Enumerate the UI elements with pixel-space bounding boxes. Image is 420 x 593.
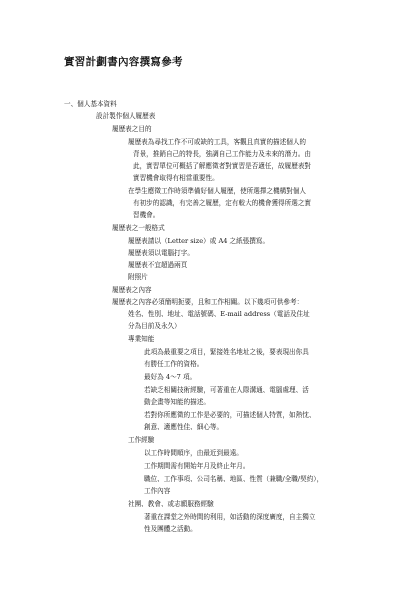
paragraph-line: 履歷表之內容必須簡明扼要，且和工作相關。以下幾項可供參考： xyxy=(112,298,304,306)
subsection-heading: 設計製作個人履歷表 xyxy=(96,112,156,120)
list-item: 工作期間需有開始年月及終止年月。 xyxy=(144,462,250,470)
list-heading: 社團、教會、或志願服務經驗 xyxy=(128,500,214,508)
list-heading: 專業知能 xyxy=(128,335,155,343)
list-item: 若對你所應徵的工作是必要的，可描述個人特質，如熱忱、 xyxy=(144,411,316,419)
topic-heading: 履歷表之內容 xyxy=(112,286,152,294)
list-item: 職位、工作事項、公司名稱、地區、性質（兼職/全職/契約）， xyxy=(144,475,324,483)
topic-heading: 履歷表之目的 xyxy=(112,125,152,133)
list-item: 履歷表不宜超過兩頁 xyxy=(128,261,188,269)
paragraph-line: 實習機會取得有相當重要性。 xyxy=(133,174,219,182)
paragraph-line: 有初步的認識，有完善之履歷，定有較大的機會獲得所選之實 xyxy=(133,199,312,207)
list-item: 姓名、性別、地址、電話號碼、E-mail address（電話及住址 xyxy=(128,310,310,318)
paragraph-line: 履歷表為尋找工作不可或缺的工具，客觀且真實的描述個人的 xyxy=(128,138,307,146)
list-item: 性及團體之活動。 xyxy=(144,525,197,533)
list-item: 動企畫等知能的描述。 xyxy=(144,398,210,406)
list-item: 以工作時間順序，由最近到最遠。 xyxy=(144,449,243,457)
list-item: 此項為最重要之項目，緊接姓名地址之後，要表現出你具 xyxy=(144,348,309,356)
paragraph-line: 背景，推銷自己的特長，強調自己工作能力及未來的潛力。由 xyxy=(133,150,312,158)
paragraph-line: 習機會。 xyxy=(133,211,160,219)
list-item: 附照片 xyxy=(128,273,148,281)
list-item: 著重在課堂之外時間的利用，如活動的深度廣度，自主獨立 xyxy=(144,513,316,521)
section-heading: 一、個人基本資料 xyxy=(64,100,117,108)
list-item: 若缺乏相關技術經驗，可著重在人際溝通、電腦處理、活 xyxy=(144,386,309,394)
paragraph-line: 此，實習單位可概括了解應徵者對實習是否適任，故履歷表對 xyxy=(133,162,312,170)
list-item: 有勝任工作的資格。 xyxy=(144,360,204,368)
topic-heading: 履歷表之一般格式 xyxy=(112,224,165,232)
paragraph-line: 在學生應徵工作時須準備好個人履歷，使所選擇之機構對個人 xyxy=(128,187,307,195)
list-item: 履歷表請以（Letter size）或 A4 之紙張撰寫。 xyxy=(128,237,270,245)
list-heading: 工作經驗 xyxy=(128,436,155,444)
list-item: 工作內容 xyxy=(144,487,171,495)
list-item: 分為目前及永久） xyxy=(128,322,181,330)
list-item: 創意、適應性佳、細心等。 xyxy=(144,423,224,431)
list-item: 最好為 4～7 項。 xyxy=(144,373,197,381)
document-title: 實習計劃書內容撰寫參考 xyxy=(64,56,183,68)
list-item: 履歷表須以電腦打字。 xyxy=(128,249,194,257)
